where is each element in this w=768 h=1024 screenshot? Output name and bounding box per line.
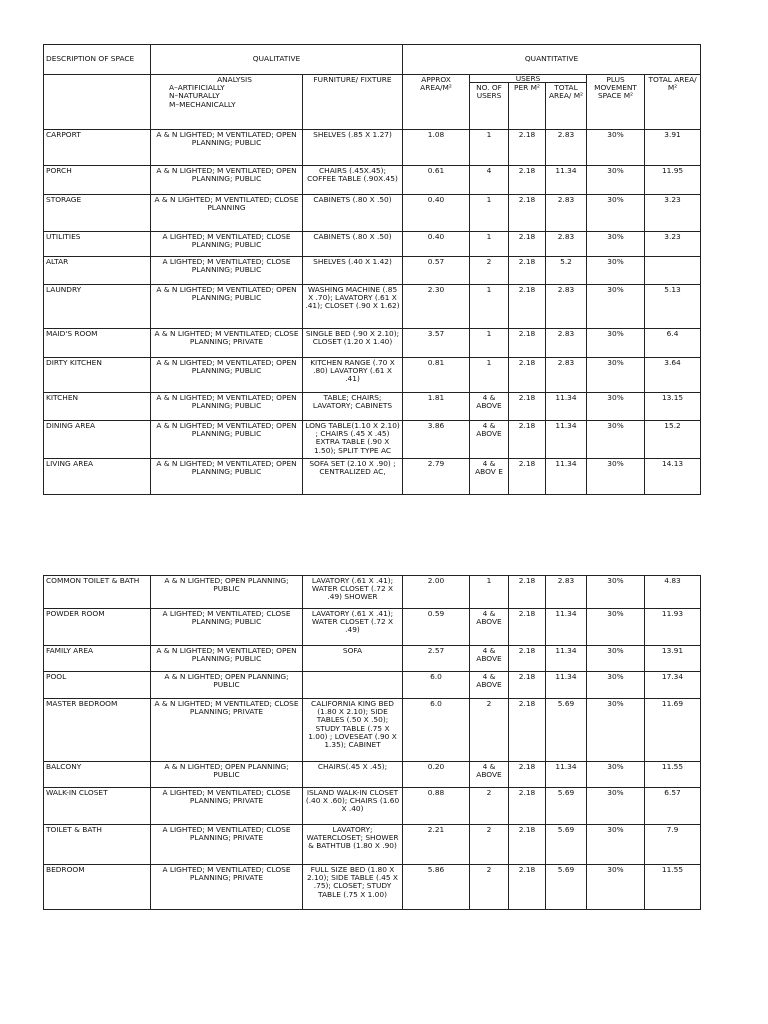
users-cell: 1 — [470, 576, 509, 609]
plus-movement-cell: 30% — [587, 166, 645, 195]
total-area-cell: 11.34 — [546, 609, 587, 646]
plus-movement-cell: 30% — [587, 130, 645, 166]
table-row — [44, 762, 701, 788]
table-row — [44, 865, 701, 910]
users-cell: 4 & ABOV E — [470, 459, 509, 495]
plus-movement-cell: 30% — [587, 825, 645, 865]
analysis-cell: A & N LIGHTED; OPEN PLANNING; PUBLIC — [151, 672, 303, 699]
plus-movement-cell: 30% — [587, 285, 645, 329]
users-cell: 2 — [470, 788, 509, 825]
per-m2-cell: 2.18 — [509, 195, 546, 232]
users-cell: 4 & ABOVE — [470, 646, 509, 672]
analysis-cell: A & N LIGHTED; M VENTILATED; OPEN PLANNING; PUBLIC — [151, 166, 303, 195]
table-row — [44, 329, 701, 358]
space-cell: MASTER BEDROOM — [44, 699, 151, 762]
analysis-cell: A & N LIGHTED; M VENTILATED; OPEN PLANNING; PUBLIC — [151, 358, 303, 393]
furniture-cell: SHELVES (.85 X 1.27) — [303, 130, 403, 166]
plus-movement-cell: 30% — [587, 393, 645, 421]
table-row — [44, 788, 701, 825]
total-area-cell: 11.34 — [546, 166, 587, 195]
total-area-cell: 5.2 — [546, 257, 587, 285]
plus-movement-cell: 30% — [587, 576, 645, 609]
header-analysis — [151, 75, 303, 130]
furniture-cell: CHAIRS(.45 X .45); — [303, 762, 403, 788]
total-area-final-cell: 11.93 — [645, 609, 701, 646]
furniture-cell: SOFA — [303, 646, 403, 672]
plus-movement-cell: 30% — [587, 232, 645, 257]
approx-area-cell: 0.61 — [403, 166, 470, 195]
total-area-cell: 11.34 — [546, 762, 587, 788]
table-row — [44, 825, 701, 865]
furniture-cell: SINGLE BED (.90 X 2.10); CLOSET (1.20 X 1.40) — [303, 329, 403, 358]
approx-area-cell: 2.30 — [403, 285, 470, 329]
furniture-cell: TABLE; CHAIRS; LAVATORY; CABINETS — [303, 393, 403, 421]
analysis-cell: A & N LIGHTED; M VENTILATED; OPEN PLANNING; PUBLIC — [151, 459, 303, 495]
total-area-final-cell: 7.9 — [645, 825, 701, 865]
total-area-final-cell: 3.23 — [645, 195, 701, 232]
table-row — [44, 672, 701, 699]
plus-movement-cell: 30% — [587, 195, 645, 232]
approx-area-cell: 0.59 — [403, 609, 470, 646]
table-row — [44, 699, 701, 762]
total-area-final-cell: 17.34 — [645, 672, 701, 699]
plus-movement-cell: 30% — [587, 609, 645, 646]
total-area-cell: 2.83 — [546, 358, 587, 393]
analysis-cell: A LIGHTED; M VENTILATED; CLOSE PLANNING; PUBLIC — [151, 232, 303, 257]
plus-movement-cell: 30% — [587, 762, 645, 788]
space-cell: LAUNDRY — [44, 285, 151, 329]
approx-area-cell: 2.00 — [403, 576, 470, 609]
total-area-final-cell: 6.4 — [645, 329, 701, 358]
table-row — [44, 393, 701, 421]
furniture-cell: KITCHEN RANGE (.70 X .80) LAVATORY (.61 X .41) — [303, 358, 403, 393]
header-approx-area: APPROX AREA/M² — [403, 75, 470, 130]
space-cell: POWDER ROOM — [44, 609, 151, 646]
analysis-cell: A & N LIGHTED; M VENTILATED; OPEN PLANNING; PUBLIC — [151, 285, 303, 329]
table-row — [44, 459, 701, 495]
analysis-cell: A & N LIGHTED; M VENTILATED; CLOSE PLANNING; PRIVATE — [151, 329, 303, 358]
furniture-cell: FULL SIZE BED (1.80 X 2.10); SIDE TABLE (.45 X .75); CLOSET; STUDY TABLE (.75 X 1.00) — [303, 865, 403, 910]
total-area-final-cell: 11.55 — [645, 865, 701, 910]
space-cell: UTILITIES — [44, 232, 151, 257]
space-cell: POOL — [44, 672, 151, 699]
analysis-cell: A & N LIGHTED; M VENTILATED; CLOSE PLANNING — [151, 195, 303, 232]
space-cell: ALTAR — [44, 257, 151, 285]
approx-area-cell: 0.20 — [403, 762, 470, 788]
users-cell: 2 — [470, 257, 509, 285]
approx-area-cell: 3.57 — [403, 329, 470, 358]
approx-area-cell: 6.0 — [403, 672, 470, 699]
total-area-final-cell: 3.91 — [645, 130, 701, 166]
furniture-cell — [303, 672, 403, 699]
plus-movement-cell: 30% — [587, 358, 645, 393]
per-m2-cell: 2.18 — [509, 672, 546, 699]
furniture-cell: SOFA SET (2.10 X .90) ; CENTRALIZED AC, — [303, 459, 403, 495]
plus-movement-cell: 30% — [587, 672, 645, 699]
plus-movement-cell: 30% — [587, 421, 645, 459]
space-cell: LIVING AREA — [44, 459, 151, 495]
total-area-cell: 5.69 — [546, 865, 587, 910]
total-area-cell: 5.69 — [546, 825, 587, 865]
table-row — [44, 646, 701, 672]
total-area-cell: 2.83 — [546, 576, 587, 609]
per-m2-cell: 2.18 — [509, 699, 546, 762]
total-area-cell: 2.83 — [546, 195, 587, 232]
space-cell: TOILET & BATH — [44, 825, 151, 865]
users-cell: 4 & ABOVE — [470, 762, 509, 788]
space-cell: WALK-IN CLOSET — [44, 788, 151, 825]
users-cell: 2 — [470, 865, 509, 910]
per-m2-cell: 2.18 — [509, 762, 546, 788]
approx-area-cell: 3.86 — [403, 421, 470, 459]
space-cell: BALCONY — [44, 762, 151, 788]
space-cell: DINING AREA — [44, 421, 151, 459]
per-m2-cell: 2.18 — [509, 257, 546, 285]
table-row — [44, 232, 701, 257]
users-cell: 4 & ABOVE — [470, 393, 509, 421]
plus-movement-cell: 30% — [587, 646, 645, 672]
analysis-cell: A & N LIGHTED; M VENTILATED; OPEN PLANNING; PUBLIC — [151, 393, 303, 421]
approx-area-cell: 2.21 — [403, 825, 470, 865]
per-m2-cell: 2.18 — [509, 130, 546, 166]
table-row — [44, 166, 701, 195]
space-cell: DIRTY KITCHEN — [44, 358, 151, 393]
furniture-cell: CABINETS (.80 X .50) — [303, 195, 403, 232]
total-area-cell: 2.83 — [546, 130, 587, 166]
per-m2-cell: 2.18 — [509, 646, 546, 672]
approx-area-cell: 0.57 — [403, 257, 470, 285]
per-m2-cell: 2.18 — [509, 576, 546, 609]
table-row — [44, 130, 701, 166]
furniture-cell: LAVATORY; WATERCLOSET; SHOWER & BATHTUB (1.80 X .90) — [303, 825, 403, 865]
approx-area-cell: 1.08 — [403, 130, 470, 166]
space-cell: BEDROOM — [44, 865, 151, 910]
total-area-cell: 11.34 — [546, 393, 587, 421]
header-total-area: TOTAL AREA/ M² — [546, 83, 587, 130]
analysis-cell: A LIGHTED; M VENTILATED; CLOSE PLANNING; PUBLIC — [151, 609, 303, 646]
per-m2-cell: 2.18 — [509, 609, 546, 646]
table-row — [44, 195, 701, 232]
analysis-cell: A LIGHTED; M VENTILATED; CLOSE PLANNING; PUBLIC — [151, 257, 303, 285]
total-area-final-cell: 4.83 — [645, 576, 701, 609]
header-analysis-m: M–MECHANICALLY — [169, 99, 236, 109]
approx-area-cell: 2.79 — [403, 459, 470, 495]
space-cell: STORAGE — [44, 195, 151, 232]
total-area-final-cell: 13.91 — [645, 646, 701, 672]
header-users: USERS — [470, 75, 587, 83]
table-row — [44, 421, 701, 459]
table-row — [44, 609, 701, 646]
approx-area-cell: 0.40 — [403, 232, 470, 257]
approx-area-cell: 5.86 — [403, 865, 470, 910]
approx-area-cell: 0.88 — [403, 788, 470, 825]
total-area-final-cell: 5.13 — [645, 285, 701, 329]
total-area-cell: 5.69 — [546, 788, 587, 825]
analysis-cell: A LIGHTED; M VENTILATED; CLOSE PLANNING; PRIVATE — [151, 865, 303, 910]
plus-movement-cell: 30% — [587, 865, 645, 910]
users-cell: 1 — [470, 195, 509, 232]
table-row — [44, 358, 701, 393]
total-area-final-cell: 15.2 — [645, 421, 701, 459]
total-area-final-cell: 3.64 — [645, 358, 701, 393]
header-per-m2: PER M² — [509, 83, 546, 130]
users-cell: 1 — [470, 232, 509, 257]
total-area-cell: 2.83 — [546, 232, 587, 257]
per-m2-cell: 2.18 — [509, 865, 546, 910]
header-furniture: FURNITURE/ FIXTURE — [303, 75, 403, 130]
space-cell: COMMON TOILET & BATH — [44, 576, 151, 609]
users-cell: 1 — [470, 130, 509, 166]
analysis-cell: A & N LIGHTED; M VENTILATED; OPEN PLANNING; PUBLIC — [151, 130, 303, 166]
per-m2-cell: 2.18 — [509, 788, 546, 825]
total-area-final-cell: 13.15 — [645, 393, 701, 421]
users-cell: 2 — [470, 699, 509, 762]
approx-area-cell: 1.81 — [403, 393, 470, 421]
approx-area-cell: 6.0 — [403, 699, 470, 762]
users-cell: 2 — [470, 825, 509, 865]
users-cell: 1 — [470, 285, 509, 329]
per-m2-cell: 2.18 — [509, 393, 546, 421]
total-area-final-cell: 11.69 — [645, 699, 701, 762]
analysis-cell: A & N LIGHTED; M VENTILATED; OPEN PLANNING; PUBLIC — [151, 421, 303, 459]
header-total-area-final: TOTAL AREA/ M² — [645, 75, 701, 130]
total-area-cell: 11.34 — [546, 421, 587, 459]
analysis-cell: A LIGHTED; M VENTILATED; CLOSE PLANNING; PRIVATE — [151, 825, 303, 865]
furniture-cell: ISLAND WALK-IN CLOSET (.40 X .60); CHAIRS (1.60 X .40) — [303, 788, 403, 825]
furniture-cell: SHELVES (.40 X 1.42) — [303, 257, 403, 285]
approx-area-cell: 2.57 — [403, 646, 470, 672]
space-cell: MAID'S ROOM — [44, 329, 151, 358]
furniture-cell: LAVATORY (.61 X .41); WATER CLOSET (.72 X .49) — [303, 609, 403, 646]
per-m2-cell: 2.18 — [509, 285, 546, 329]
analysis-cell: A & N LIGHTED; OPEN PLANNING; PUBLIC — [151, 762, 303, 788]
furniture-cell: LAVATORY (.61 X .41); WATER CLOSET (.72 X .49) SHOWER — [303, 576, 403, 609]
users-cell: 4 & ABOVE — [470, 672, 509, 699]
users-cell: 4 — [470, 166, 509, 195]
per-m2-cell: 2.18 — [509, 232, 546, 257]
total-area-final-cell: 3.23 — [645, 232, 701, 257]
per-m2-cell: 2.18 — [509, 421, 546, 459]
users-cell: 4 & ABOVE — [470, 609, 509, 646]
analysis-cell: A & N LIGHTED; M VENTILATED; CLOSE PLANNING; PRIVATE — [151, 699, 303, 762]
header-analysis-title: ANALYSIS — [217, 75, 252, 84]
plus-movement-cell: 30% — [587, 699, 645, 762]
total-area-cell: 11.34 — [546, 459, 587, 495]
header-qualitative: QUALITATIVE — [151, 45, 403, 75]
header-analysis-n: N–NATURALLY — [169, 91, 220, 101]
furniture-cell: LONG TABLE(1.10 X 2.10) ; CHAIRS (.45 X .45) EXTRA TABLE (.90 X 1.50); SPLIT TYPE AC — [303, 421, 403, 459]
header-no-of-users: NO. OF USERS — [470, 83, 509, 130]
analysis-cell: A LIGHTED; M VENTILATED; CLOSE PLANNING; PRIVATE — [151, 788, 303, 825]
total-area-final-cell: 11.95 — [645, 166, 701, 195]
analysis-cell: A & N LIGHTED; OPEN PLANNING; PUBLIC — [151, 576, 303, 609]
table-row — [44, 257, 701, 285]
plus-movement-cell: 30% — [587, 257, 645, 285]
total-area-final-cell — [645, 257, 701, 285]
approx-area-cell: 0.40 — [403, 195, 470, 232]
total-area-final-cell: 11.55 — [645, 762, 701, 788]
users-cell: 1 — [470, 358, 509, 393]
plus-movement-cell: 30% — [587, 329, 645, 358]
per-m2-cell: 2.18 — [509, 825, 546, 865]
per-m2-cell: 2.18 — [509, 459, 546, 495]
total-area-final-cell: 6.57 — [645, 788, 701, 825]
total-area-cell: 2.83 — [546, 329, 587, 358]
space-cell: PORCH — [44, 166, 151, 195]
plus-movement-cell: 30% — [587, 459, 645, 495]
furniture-cell: CHAIRS (.45X.45); COFFEE TABLE (.90X.45) — [303, 166, 403, 195]
space-cell: CARPORT — [44, 130, 151, 166]
per-m2-cell: 2.18 — [509, 329, 546, 358]
per-m2-cell: 2.18 — [509, 358, 546, 393]
per-m2-cell: 2.18 — [509, 166, 546, 195]
analysis-cell: A & N LIGHTED; M VENTILATED; OPEN PLANNING; PUBLIC — [151, 646, 303, 672]
total-area-cell: 11.34 — [546, 646, 587, 672]
table-row — [44, 285, 701, 329]
furniture-cell: WASHING MACHINE (.85 X .70); LAVATORY (.61 X .41); CLOSET (.90 X 1.62) — [303, 285, 403, 329]
users-cell: 1 — [470, 329, 509, 358]
total-area-cell: 2.83 — [546, 285, 587, 329]
plus-movement-cell: 30% — [587, 788, 645, 825]
header-quantitative: QUANTITATIVE — [403, 45, 701, 75]
header-analysis-a: A–ARTIFICIALLY — [169, 83, 225, 93]
total-area-final-cell: 14.13 — [645, 459, 701, 495]
space-program-table-1 — [43, 44, 701, 495]
total-area-cell: 11.34 — [546, 672, 587, 699]
users-cell: 4 & ABOVE — [470, 421, 509, 459]
space-cell: FAMILY AREA — [44, 646, 151, 672]
space-cell: KITCHEN — [44, 393, 151, 421]
furniture-cell: CABINETS (.80 X .50) — [303, 232, 403, 257]
table-row — [44, 576, 701, 609]
furniture-cell: CALIFORNIA KING BED (1.80 X 2.10); SIDE TABLES (.50 X .50); STUDY TABLE (.75 X 1.00) ; LOVESEAT (.90 X 1.35); CABINET — [303, 699, 403, 762]
space-program-table-2 — [43, 575, 701, 910]
total-area-cell: 5.69 — [546, 699, 587, 762]
approx-area-cell: 0.81 — [403, 358, 470, 393]
header-plus-movement: PLUS MOVEMENT SPACE M² — [587, 75, 645, 130]
header-description: DESCRIPTION OF SPACE — [44, 45, 151, 75]
